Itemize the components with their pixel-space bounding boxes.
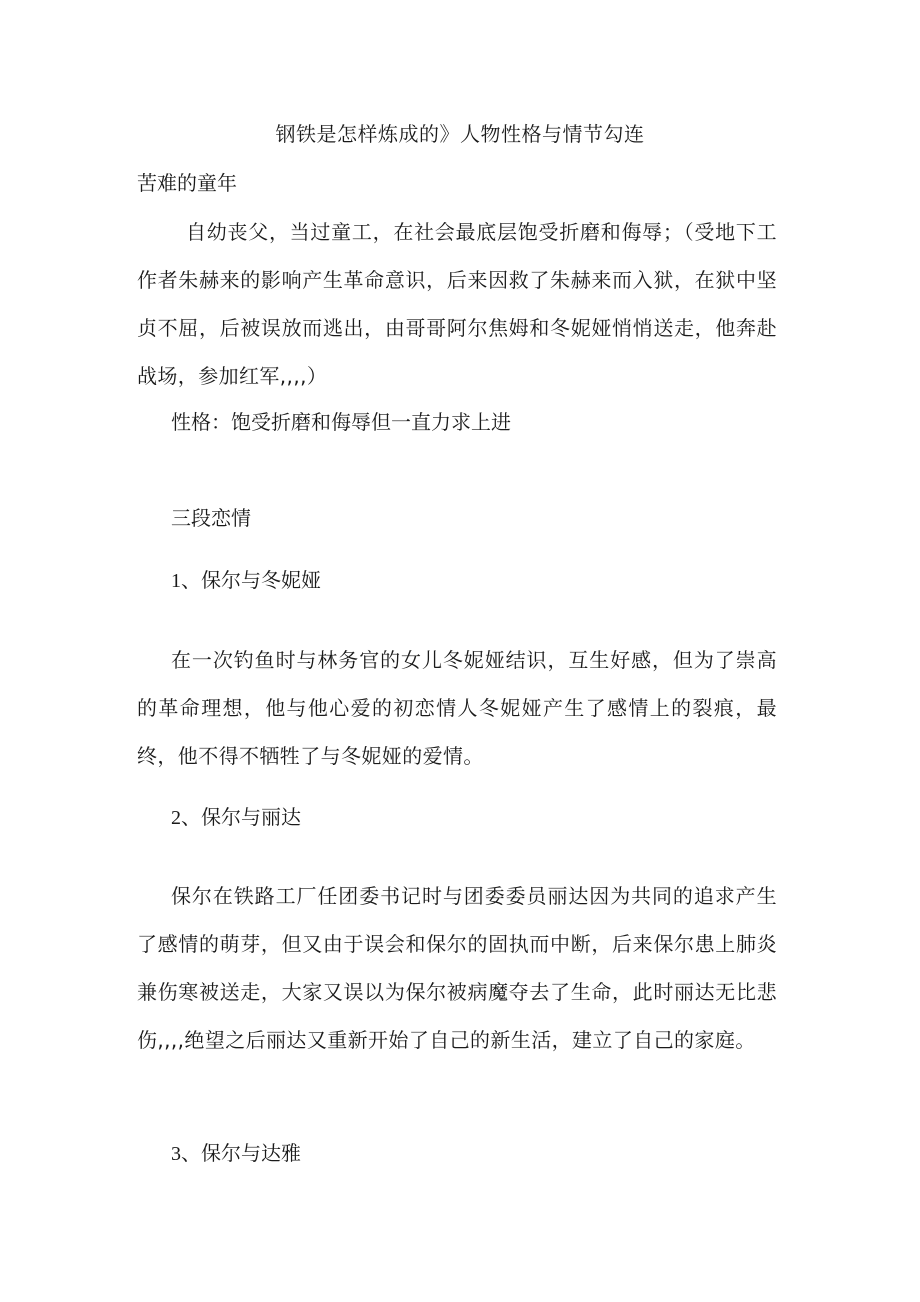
- romance-title-1: 、保尔与冬妮娅: [181, 568, 321, 592]
- document-title: 钢铁是怎样炼成的》人物性格与情节勾连: [275, 122, 645, 146]
- section-label-childhood: 苦难的童年: [137, 171, 237, 195]
- romance-number-3: 3: [171, 1143, 181, 1165]
- romance-title-2: 、保尔与丽达: [181, 805, 301, 829]
- romance-number-1: 1: [171, 570, 181, 592]
- romance-paragraph-2: 保尔在铁路工厂任团委书记时与团委委员丽达因为共同的追求产生了感情的萌芽，但又由于误会和保尔的固执而中断，后来保尔患上肺炎兼伤寒被送走，大家又误以为保尔被病魔夺去了生命，此时丽达无比悲伤,,,,绝望之后丽达又重新开始了自己的新生活，建立了自己的家庭。: [137, 884, 777, 1052]
- childhood-paragraph: 自幼丧父，当过童工，在社会最底层饱受折磨和侮辱；（受地下工作者朱赫来的影响产生革命意识，后来因救了朱赫来而入狱，在狱中坚贞不屈，后被误放而逃出，由哥哥阿尔焦姆和冬妮娅悄悄送走，他奔赴战场，参加红军,,,,）: [137, 220, 777, 388]
- personality-line: 性格：饱受折磨和侮辱但一直力求上进: [171, 410, 511, 434]
- section-label-romance: 三段恋情: [171, 506, 251, 530]
- romance-heading-3: [171, 1137, 301, 1170]
- romance-title-3: 、保尔与达雅: [181, 1141, 301, 1165]
- romance-paragraph-1: 在一次钓鱼时与林务官的女儿冬妮娅结识，互生好感，但为了崇高的革命理想，他与他心爱的初恋情人冬妮娅产生了感情上的裂痕，最终，他不得不牺牲了与冬妮娅的爱情。: [137, 648, 777, 768]
- romance-number-2: 2: [171, 807, 181, 829]
- romance-heading-1: [171, 564, 321, 597]
- romance-heading-2: [171, 801, 301, 834]
